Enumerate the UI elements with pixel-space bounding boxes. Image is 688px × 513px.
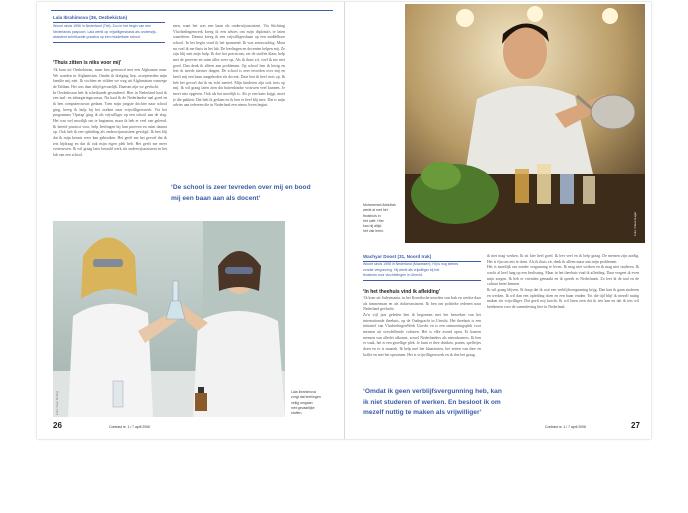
pull-quote-left: ‘De school is zeer tevreden over mij en bood mij een baan aan als docent’ xyxy=(171,184,311,202)
subheading-right: ‘In het theehuis vind ik afleiding’ xyxy=(363,289,441,295)
photo-credit-left: Foto: Noor Rohrig xyxy=(55,391,59,415)
lab-photo-image xyxy=(53,221,285,417)
lab-photo xyxy=(53,221,285,417)
bio-line: zonder vergunning. Hij werkt als vrijwilliger bij het xyxy=(363,267,440,272)
pull-quote-right: ‘Omdat ik geen verblijfsvergunning heb, kan ik niet studeren of werken. En besloot ik om mezelf nuttig te maken als vrijwilliger’ xyxy=(363,388,502,416)
footer-right: Contrast nr. 1 / 7 april 2006 xyxy=(545,425,586,429)
cafe-photo-image xyxy=(405,4,645,243)
bio-right xyxy=(363,262,483,279)
cafe-photo xyxy=(405,4,645,243)
body-column-1-left: ‘Ik kom uit Oezbekistan, maar ben getrouwd met een Afghaanse man. We wonden in Afghanistan. Omdat ik dreiging liep, accepteerden mijn familie mij niet. Ik vochten en wilden we weg uit Afghanistan vanwege de Taliban. Het was daar altijd gevaarlijk. Daarom zijn we gevlucht. In Oezbekistan heb ik scheikunde gestudeerd. Hier in Nederland haal ik een taal- en inburgeringscursus. Nu haal ik de Nederlandse taal goed en ik ben computercursus gedaan. Toen mijn jongste dochter naar school ging, kreeg ik hulp bij het zoeken naar vrijwilligerswerk. Via het programma 'Opstap' ging ik als vrijwilliger op een school aan de slag. Het was wel moeilijk om te beginnen, maar ik heb er veel van geleerd. Ik bereid practica voor, help leerlingen bij hun proeven en ruim daarna op. Ook heb ik een opleiding als onderwijsassistent gevolgd. Ik ben blij dat ik mijn kennis weer kan gebruiken. Het geeft me het gevoel dat ik iets bijdraag en dat ik ook mijn eigen plek heb. Het geeft me meer vertrouwen. Ik wil graag later betaald werk als onderwijsassistent in het lab van een school. xyxy=(53,68,167,157)
bio-line: thuishuis voor vluchtelingen in Utrecht. xyxy=(363,273,423,278)
photo-caption-left: Lala Ibrahimova zorgt dat leerlingen veilig omgaan met gevaarlijke stoffen. xyxy=(291,390,321,416)
bio-line: Woont sinds 1998 in Nederland (Maarssen). Hij is nog steeds xyxy=(363,262,459,266)
footer-left: Contrast nr. 1 / 7 april 2006 xyxy=(109,425,150,429)
photo-caption-right: Mohammed Abdullah werkt al met het thuishuis in het café. Hier kan hij altijd het vak leren. xyxy=(363,203,396,234)
bio-line: Nederlands paspoort. Lala werkt op vrijwilligersbasis als onderwijs- xyxy=(53,29,157,34)
bio-line: assistent scheikunde-practica op een middelbare school. xyxy=(53,35,141,40)
bio-line: Woont sinds 1996 in Nederland (Tiel). Zou in het begin van een xyxy=(53,24,152,28)
bio-rule-left xyxy=(53,42,165,43)
body-column-2-right: ik niet mag werken. Ik zit hier heel goed. Ik leer veel en ik help graag. De mensen zijn aardig. Het is fijn om iets te doen. Als ik thuis zit, denk ik alleen maar aan mijn problemen. Het is moeilijk om zonder vergunning te leven. Ik mag niet werken en ik mag niet studeren. Ik wacht al heel lang op een beslissing. Maar in het theehuis vind ik afleiding. Daar vergeet ik even mijn zorgen. Ik heb er vrienden gemaakt en ik spreek er Nederlands. Zo leer ik de taal en de cultuur beter kennen. Ik wil graag blijven. Ik hoop dat ik ooit een verblijfsvergunning krijg. Dan kan ik gaan studeren en werken. Ik wil dan een opleiding doen en een baan vinden. Tot die tijd blijf ik mezelf nuttig maken als vrijwilliger. Dat geeft mij kracht. Ik wil laten zien dat ik iets kan en dat ik iets wil betekenen voor de samenleving hier in Nederland. xyxy=(487,254,639,309)
subheading-left: ‘Thuis zitten is niks voor mij’ xyxy=(53,60,122,66)
name-heading-right: Wachyar Doost (31, Noord Irak) xyxy=(363,254,432,259)
top-rule-left xyxy=(51,10,333,11)
bio-left xyxy=(53,24,165,41)
body-column-2-left: men, want het was een baan als onderwijsassistent. Via Stichting Vluchtelingenwerk kreeg ik een advies om mijn diploma's te laten waarderen. Daarna kreeg ik een vrijwilligersbaan op een middelbare school. In het begin vond ik het spannend. Ik was zenuwachtig. Maar nu voel ik me thuis in het lab. De leerlingen en docenten helpen mij. Ze zijn blij met mijn hulp. Ik doe het practicum, zet de stoffen klaar, help met de proeven en ruim alles weer op. Als ik thuis zit, voel ik me niet goed. Dan denk ik alleen aan problemen. Op school ben ik bezig en leer ik steeds nieuwe dingen. De school is zeer tevreden over mij en heeft mij een baan aangeboden als docent. Daar ben ik heel trots op. Ik heb het gevoel dat ik nu echt meetel. Mijn kinderen zijn ook trots op mij. Ik wil graag laten zien dat buitenlandse vrouwen veel kunnen. Je moet niet opgeven. Ook als het moeilijk is. Als je een kans krijgt, moet je die pakken. Dat heb ik gedaan en ik ben er heel blij mee. Dat is mijn advies aan iedereen die in Nederland een nieuw leven begint. xyxy=(173,24,285,108)
bio-rule-right xyxy=(363,280,481,281)
body-column-1-right: ‘Ik kom uit Suleymania, in het Koerdische noorden van Irak en werkte daar als timmerman en als dokterassistent. Ik ben om politieke redenen naar Nederland gevlucht. Zo'n vijf jaar geleden ben ik begonnen met het bezoeken van het internationale theehuis, op de Oudegracht in Utrecht. Het theehuis is een initiatief van VluchtelingenWerk Utrecht en is een ontmoetingsplek voor mensen uit verschillende culturen. Het is elke avond open. Er komen mensen van allerlei afkomst, zowel Nederlanders als nieuwkomers. Ik ben er vaak, het is een gezellige plek. Je kunt er thee drinken, praten, spelletjes doen en er is muziek. Ik help met het klaarzetten, het zetten van thee en koffie en met het opruimen. Het is vrijwilligerswerk en ik doe het graag. xyxy=(363,296,481,357)
photo-credit-right: Foto: Claus Hagel xyxy=(633,211,637,236)
page-number-right: 27 xyxy=(631,421,640,430)
name-heading-left: Lala Ibrahimova (36, Oezbekistan) xyxy=(53,15,128,20)
magazine-spread xyxy=(37,2,651,439)
name-rule-left xyxy=(53,22,165,23)
page-number-left: 26 xyxy=(53,421,62,430)
page-gutter xyxy=(344,2,345,439)
